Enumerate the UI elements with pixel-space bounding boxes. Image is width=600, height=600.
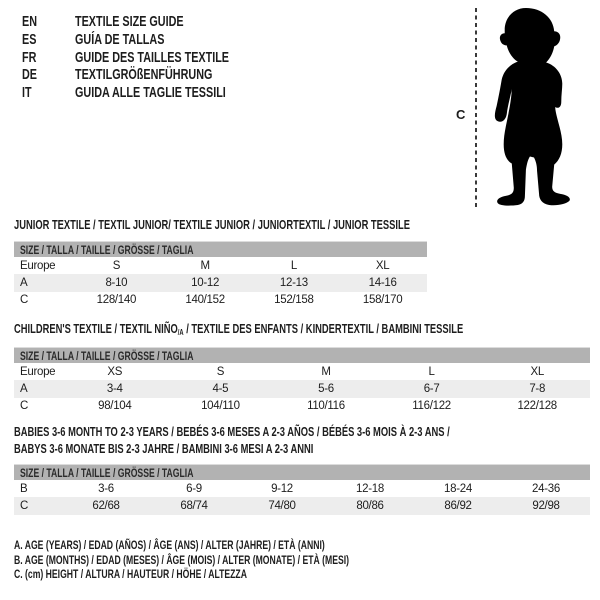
row-label-cell: C: [20, 294, 29, 307]
guide-title: GUIDA ALLE TAGLIE TESSILI: [75, 84, 226, 102]
size-header-label: SIZE / TALLA / TAILLE / GRÖSSE / TAGLIA: [20, 465, 194, 480]
language-row-es: [22, 31, 289, 49]
size-cell: 8-10: [105, 276, 128, 289]
children-section-heading: CHILDREN'S TEXTILE / TEXTIL $NIÑO_{/A}$ / TEXTILE DES ENFANTS / KINDERTEXTIL / BAMBINI TESSILE: [14, 321, 464, 337]
size-cell: S: [112, 259, 121, 272]
language-row-en: [22, 13, 289, 31]
junior-size-table-block: [14, 241, 427, 309]
size-cell: 6-7: [423, 382, 440, 395]
size-cell: 68/74: [180, 499, 208, 512]
language-row-fr: [22, 48, 289, 66]
size-cell: 3-6: [98, 482, 114, 495]
size-cell: L: [290, 259, 297, 272]
language-row-de: [22, 66, 289, 84]
size-cell: 80/86: [356, 499, 384, 512]
table-row-europe: [14, 257, 427, 274]
size-cell: 10-12: [191, 276, 220, 289]
size-cell: 12-18: [356, 482, 384, 495]
row-label-cell: C: [20, 400, 29, 413]
size-cell: 98/104: [98, 400, 132, 413]
size-cell: 92/98: [532, 499, 560, 512]
babies-size-table-block: [14, 464, 590, 515]
size-cell: 86/92: [444, 499, 472, 512]
footnote-height-cm: C. (cm) HEIGHT / ALTURA / HAUTEUR / HÖHE / ALTEZZA: [14, 567, 247, 582]
footnote-age-months: B. AGE (MONTHS) / EDAD (MESES) / ÂGE (MOIS) / ALTER (MONATE) / ETÀ (MESI): [14, 552, 350, 567]
size-cell: 3-4: [106, 382, 123, 395]
heading-subscript: /A: [177, 328, 184, 337]
size-cell: 24-36: [532, 482, 560, 495]
language-code: ES: [22, 31, 37, 49]
guide-title: TEXTILGRÖßENFÜHRUNG: [75, 66, 213, 84]
language-code: IT: [22, 84, 32, 102]
babies-section-heading: BABIES 3-6 MONTH TO 2-3 YEARS / BEBÉS 3-6 MESES A 2-3 AÑOS / BÉBÉS 3-6 MOIS À 2-3 ANS / BABYS 3-6 MONATE BIS 2-3 JAHRE / BAMBINI 3-6 MESI A 2-3 ANNI: [14, 424, 450, 456]
junior-section-heading: JUNIOR TEXTILE / TEXTIL JUNIOR/ TEXTILE JUNIOR / JUNIORTEXTIL / JUNIOR TESSILE: [14, 217, 410, 232]
height-measure-label: C: [456, 107, 466, 122]
footnote-age-years: A. AGE (YEARS) / EDAD (AÑOS) / ÂGE (ANS) / ALTER (JAHRE) / ETÀ (ANNI): [14, 538, 325, 552]
size-cell: XL: [530, 365, 544, 378]
row-label-cell: B: [20, 482, 28, 495]
guide-title: GUIDE DES TAILLES TEXTILE: [75, 48, 230, 66]
size-cell: 18-24: [444, 482, 472, 495]
size-cell: 158/170: [362, 294, 403, 307]
size-cell: 110/116: [307, 400, 345, 413]
size-cell: 6-9: [186, 482, 202, 495]
row-label-cell: C: [20, 499, 29, 512]
size-cell: 152/158: [274, 294, 314, 307]
size-header-label: SIZE / TALLA / TAILLE / GRÖSSE / TAGLIA: [20, 242, 194, 257]
size-cell: 62/68: [92, 499, 120, 512]
size-cell: 74/80: [268, 499, 296, 512]
guide-title: TEXTILE SIZE GUIDE: [75, 13, 184, 31]
size-cell: 122/128: [517, 400, 557, 413]
table-row-months: [14, 480, 590, 497]
size-cell: 128/140: [96, 294, 137, 307]
size-cell: M: [200, 259, 210, 272]
language-code: DE: [22, 66, 38, 84]
size-cell: 104/110: [201, 400, 240, 413]
size-cell: 9-12: [271, 482, 293, 495]
size-cell: XS: [107, 365, 123, 378]
height-measure-figure: [450, 0, 600, 215]
language-title-list: [22, 13, 289, 101]
size-cell: XL: [375, 259, 390, 272]
size-cell: 140/152: [185, 294, 225, 307]
size-cell: L: [428, 365, 435, 378]
language-row-it: [22, 84, 289, 102]
size-cell: S: [216, 365, 225, 378]
junior-size-header-bar: [14, 241, 427, 257]
footnote-legend: [14, 538, 479, 582]
guide-title: GUÍA DE TALLAS: [75, 31, 165, 49]
size-cell: 12-13: [279, 276, 308, 289]
language-code: EN: [22, 13, 38, 31]
row-label-cell: Europe: [20, 259, 56, 272]
toddler-silhouette-icon: [486, 6, 582, 208]
children-size-table-block: [14, 347, 590, 415]
row-label-cell: A: [20, 382, 28, 395]
babies-size-header-bar: [14, 464, 590, 480]
row-label-cell: Europe: [20, 365, 56, 378]
size-cell: 5-6: [318, 382, 334, 395]
junior-size-table: [14, 257, 427, 309]
row-label-cell: A: [20, 276, 28, 289]
children-size-header-bar: [14, 347, 590, 363]
table-row-age: [14, 380, 590, 397]
table-row-age: [14, 274, 427, 291]
table-row-height: [14, 292, 427, 309]
table-row-height: [14, 398, 590, 415]
size-cell: 7-8: [529, 382, 546, 395]
babies-size-table: [14, 480, 590, 515]
table-row-height: [14, 497, 590, 514]
language-code: FR: [22, 48, 37, 66]
size-cell: M: [321, 365, 331, 378]
height-dashed-line: [475, 8, 477, 207]
size-header-label: SIZE / TALLA / TAILLE / GRÖSSE / TAGLIA: [20, 348, 194, 363]
children-size-table: [14, 363, 590, 415]
table-row-europe: [14, 363, 590, 380]
size-cell: 116/122: [412, 400, 451, 413]
size-cell: 4-5: [212, 382, 229, 395]
size-cell: 14-16: [368, 276, 397, 289]
